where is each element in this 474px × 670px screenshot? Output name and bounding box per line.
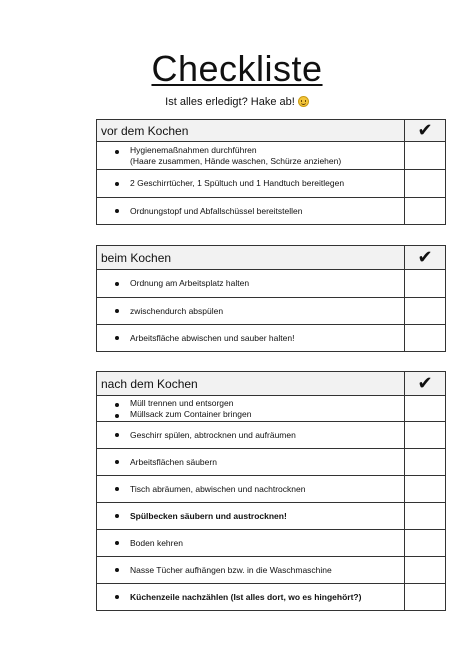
- subtitle-text: Ist alles erledigt? Hake ab!: [165, 96, 295, 108]
- bullet-icon: [115, 309, 119, 313]
- checkbox-cell[interactable]: [405, 422, 446, 449]
- checklist-item: [97, 270, 405, 298]
- checkbox-cell[interactable]: [405, 557, 446, 584]
- checklist-item: [97, 198, 405, 225]
- checkbox-cell[interactable]: [405, 449, 446, 476]
- section-heading: beim Kochen: [97, 246, 405, 270]
- item-text: Geschirr spülen, abtrocknen und aufräumen: [130, 429, 296, 440]
- section-nach-dem-kochen: [96, 371, 446, 611]
- checklist-item: [97, 449, 405, 476]
- bullet-icon: [115, 487, 119, 491]
- bullet-icon: [115, 150, 119, 154]
- checkbox-cell[interactable]: [405, 584, 446, 611]
- section-heading: nach dem Kochen: [97, 372, 405, 396]
- checklist-item: [97, 142, 405, 170]
- item-text: Spülbecken säubern und austrocknen!: [130, 510, 287, 521]
- item-text: Arbeitsflächen säubern: [130, 456, 217, 467]
- bullet-icon: [115, 514, 119, 518]
- bullet-icon: [115, 209, 119, 213]
- checkmark-icon: ✔: [405, 372, 446, 396]
- checkbox-cell[interactable]: [405, 298, 446, 325]
- checkbox-cell[interactable]: [405, 170, 446, 198]
- bullet-icon: [115, 541, 119, 545]
- section-vor-dem-kochen: [96, 119, 446, 225]
- bullet-icon: [115, 568, 119, 572]
- item-text: Nasse Tücher aufhängen bzw. in die Waschmaschine: [130, 564, 332, 575]
- item-text: Hygienemaßnahmen durchführen: [130, 144, 257, 155]
- checklist-item: [97, 557, 405, 584]
- smiley-icon: [298, 96, 309, 107]
- checkbox-cell[interactable]: [405, 198, 446, 225]
- checklist-item: [97, 584, 405, 611]
- checkbox-cell[interactable]: [405, 325, 446, 352]
- item-text: (Haare zusammen, Hände waschen, Schürze anziehen): [130, 155, 342, 166]
- page-title: Checkliste: [151, 48, 323, 89]
- bullet-icon: [115, 595, 119, 599]
- checkbox-cell[interactable]: [405, 503, 446, 530]
- item-text: Boden kehren: [130, 537, 183, 548]
- bullet-icon: [115, 414, 119, 418]
- item-text: Arbeitsfläche abwischen und sauber halten!: [130, 332, 295, 343]
- checkmark-icon: ✔: [405, 120, 446, 142]
- section-heading: vor dem Kochen: [97, 120, 405, 142]
- item-text: Ordnungstopf und Abfallschüssel bereitstellen: [130, 205, 303, 216]
- bullet-icon: [115, 460, 119, 464]
- item-text: Küchenzeile nachzählen (Ist alles dort, wo es hingehört?): [130, 591, 362, 602]
- checkbox-cell[interactable]: [405, 142, 446, 170]
- checkbox-cell[interactable]: [405, 530, 446, 557]
- checkmark-icon: ✔: [405, 246, 446, 270]
- item-text: Müll trennen und entsorgen: [130, 397, 234, 408]
- item-text: Ordnung am Arbeitsplatz halten: [130, 278, 250, 288]
- bullet-icon: [115, 336, 119, 340]
- checklist-item: [97, 396, 405, 422]
- item-text: zwischendurch abspülen: [130, 305, 224, 316]
- checklist-item: [97, 422, 405, 449]
- checklist-item: [97, 503, 405, 530]
- checklist-item: [97, 530, 405, 557]
- bullet-icon: [115, 182, 119, 186]
- item-text: Müllsack zum Container bringen: [130, 408, 252, 419]
- item-text: Tisch abräumen, abwischen und nachtrocknen: [130, 483, 306, 494]
- bullet-icon: [115, 282, 119, 286]
- checkbox-cell[interactable]: [405, 476, 446, 503]
- checkbox-cell[interactable]: [405, 396, 446, 422]
- section-beim-kochen: [96, 245, 446, 352]
- checklist-item: [97, 170, 405, 198]
- checklist-item: [97, 298, 405, 325]
- checklist-item: [97, 325, 405, 352]
- checkbox-cell[interactable]: [405, 270, 446, 298]
- subtitle: [0, 95, 474, 109]
- item-text: 2 Geschirrtücher, 1 Spültuch und 1 Handtuch bereitlegen: [130, 178, 345, 188]
- bullet-icon: [115, 403, 119, 407]
- checklist-item: [97, 476, 405, 503]
- bullet-icon: [115, 433, 119, 437]
